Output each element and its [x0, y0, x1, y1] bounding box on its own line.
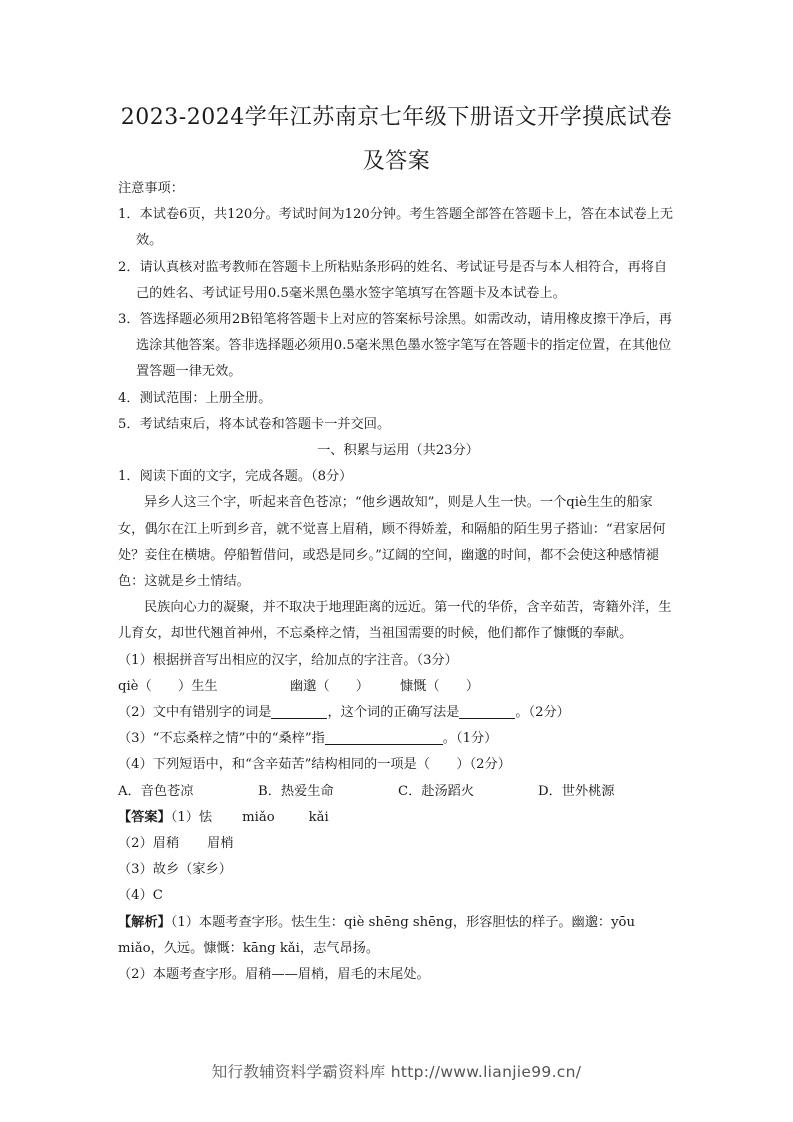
note-item: 4．测试范围：上册全册。 [118, 390, 272, 406]
sub-question-3-text-a: （3）“不忘桑梓之情”中的“桑梓”指 [118, 731, 325, 747]
document-title: 2023-2024学年江苏南京七年级下册语文开学摸底试卷及答案 [120, 105, 673, 174]
sub-question-3 [118, 726, 678, 752]
answer-1-a: （1）怯 [170, 809, 213, 825]
answer-line-1 [118, 805, 678, 831]
sub-question-2-text-a: （2）文中有错别字的词是 [118, 705, 272, 721]
answer-2-a: （2）眉稍 [118, 836, 180, 852]
sub-question-4: （4）下列短语中，和“含辛茹苦”结构相同的一项是（ ）（2分） [118, 757, 511, 773]
sub-question-2 [118, 700, 678, 726]
analysis-line-2: （2）本题考查字形。眉稍——眉梢，眉毛的末尾处。 [118, 967, 430, 983]
answer-blank [271, 703, 327, 719]
pinyin-item: qiè（ ）生生 [118, 678, 218, 694]
document-body [118, 176, 678, 988]
analysis-label: 【解析】 [118, 914, 171, 930]
reading-paragraph-1: 异乡人这三个字，听起来音色苍凉；“他乡遇故知”，则是人生一快。一个qiè生生的船家女，偶尔在江上听到乡音，就不觉喜上眉稍，顾不得娇羞，和隔船的陌生男子搭讪：“君家居何处？妾住在横塘。停船暂借问，或恐是同乡。”辽阔的空间，幽邈的时间，都不会使这种感情褪色：这就是乡土情结。 [118, 495, 666, 590]
choice-row [118, 779, 678, 805]
answer-line-3: （3）故乡（家乡） [118, 862, 232, 878]
analysis-line-1 [118, 910, 678, 962]
note-item: 3．答选择题必须用2B铅笔将答题卡上对应的答案标号涂黑。如需改动，请用橡皮擦干净后，再选涂其他答案。答非选择题必须用0.5毫米黑色墨水签字笔写在答题卡的指定位置，在其他位置答题一律无效。 [118, 312, 672, 380]
section-title: 一、积累与运用（共23分） [317, 443, 479, 459]
answer-2-b: 眉梢 [207, 836, 234, 852]
choice-d: D．世外桃源 [538, 783, 615, 799]
choice-b: B．热爱生命 [258, 783, 334, 799]
answer-blank [325, 729, 443, 745]
pinyin-item: 幽邈（ ） [290, 678, 370, 694]
sub-question-2-text-b: ，这个词的正确写法是 [327, 705, 460, 721]
footer-watermark: 知行教辅资料学霸资料库 http://www.lianjie99.cn/ [211, 1063, 582, 1081]
answer-line-2 [118, 831, 678, 857]
note-item: 2．请认真核对监考教师在答题卡上所粘贴条形码的姓名、考试证号是否与本人相符合，再将自己的姓名、考试证号用0.5毫米黑色墨水签字笔填写在答题卡及本试卷上。 [118, 259, 668, 301]
sub-question-1: （1）根据拼音写出相应的汉字，给加点的字注音。（3分） [118, 652, 458, 668]
analysis-text-1: （1）本题考查字形。怯生生：qiè shēng shēng，形容胆怯的样子。幽邈：yōu miǎo，久远。慷慨：kāng kǎi，志气昂扬。 [118, 914, 635, 956]
answer-line-4: （4）C [118, 888, 163, 904]
note-item: 1．本试卷6页，共120分。考试时间为120分钟。考生答题全部答在答题卡上，答在本试卷上无效。 [118, 207, 674, 249]
answer-blank [459, 703, 515, 719]
choice-c: C．赴汤蹈火 [398, 783, 475, 799]
sub-question-2-text-c: 。（2分） [515, 705, 570, 721]
reading-paragraph-2: 民族向心力的凝聚，并不取决于地理距离的远近。第一代的华侨，含辛茹苦，寄籍外洋，生儿育女，却世代翘首神州，不忘桑梓之情，当祖国需要的时候，他们都作了慷慨的奉献。 [118, 600, 672, 642]
answer-label: 【答案】 [118, 809, 171, 825]
sub-question-3-text-b: 。（1分） [442, 731, 498, 747]
answer-1-c: kǎi [308, 809, 329, 825]
pinyin-item: 慷慨（ ） [400, 678, 480, 694]
note-item: 5．考试结束后，将本试卷和答题卡一并交回。 [118, 416, 391, 432]
choice-a: A．音色苍凉 [118, 783, 194, 799]
question-stem: 1．阅读下面的文字，完成各题。（8分） [118, 469, 353, 485]
answer-1-b: miǎo [242, 809, 275, 825]
notes-heading: 注意事项： [118, 181, 184, 196]
sub-question-1-items [118, 674, 678, 700]
